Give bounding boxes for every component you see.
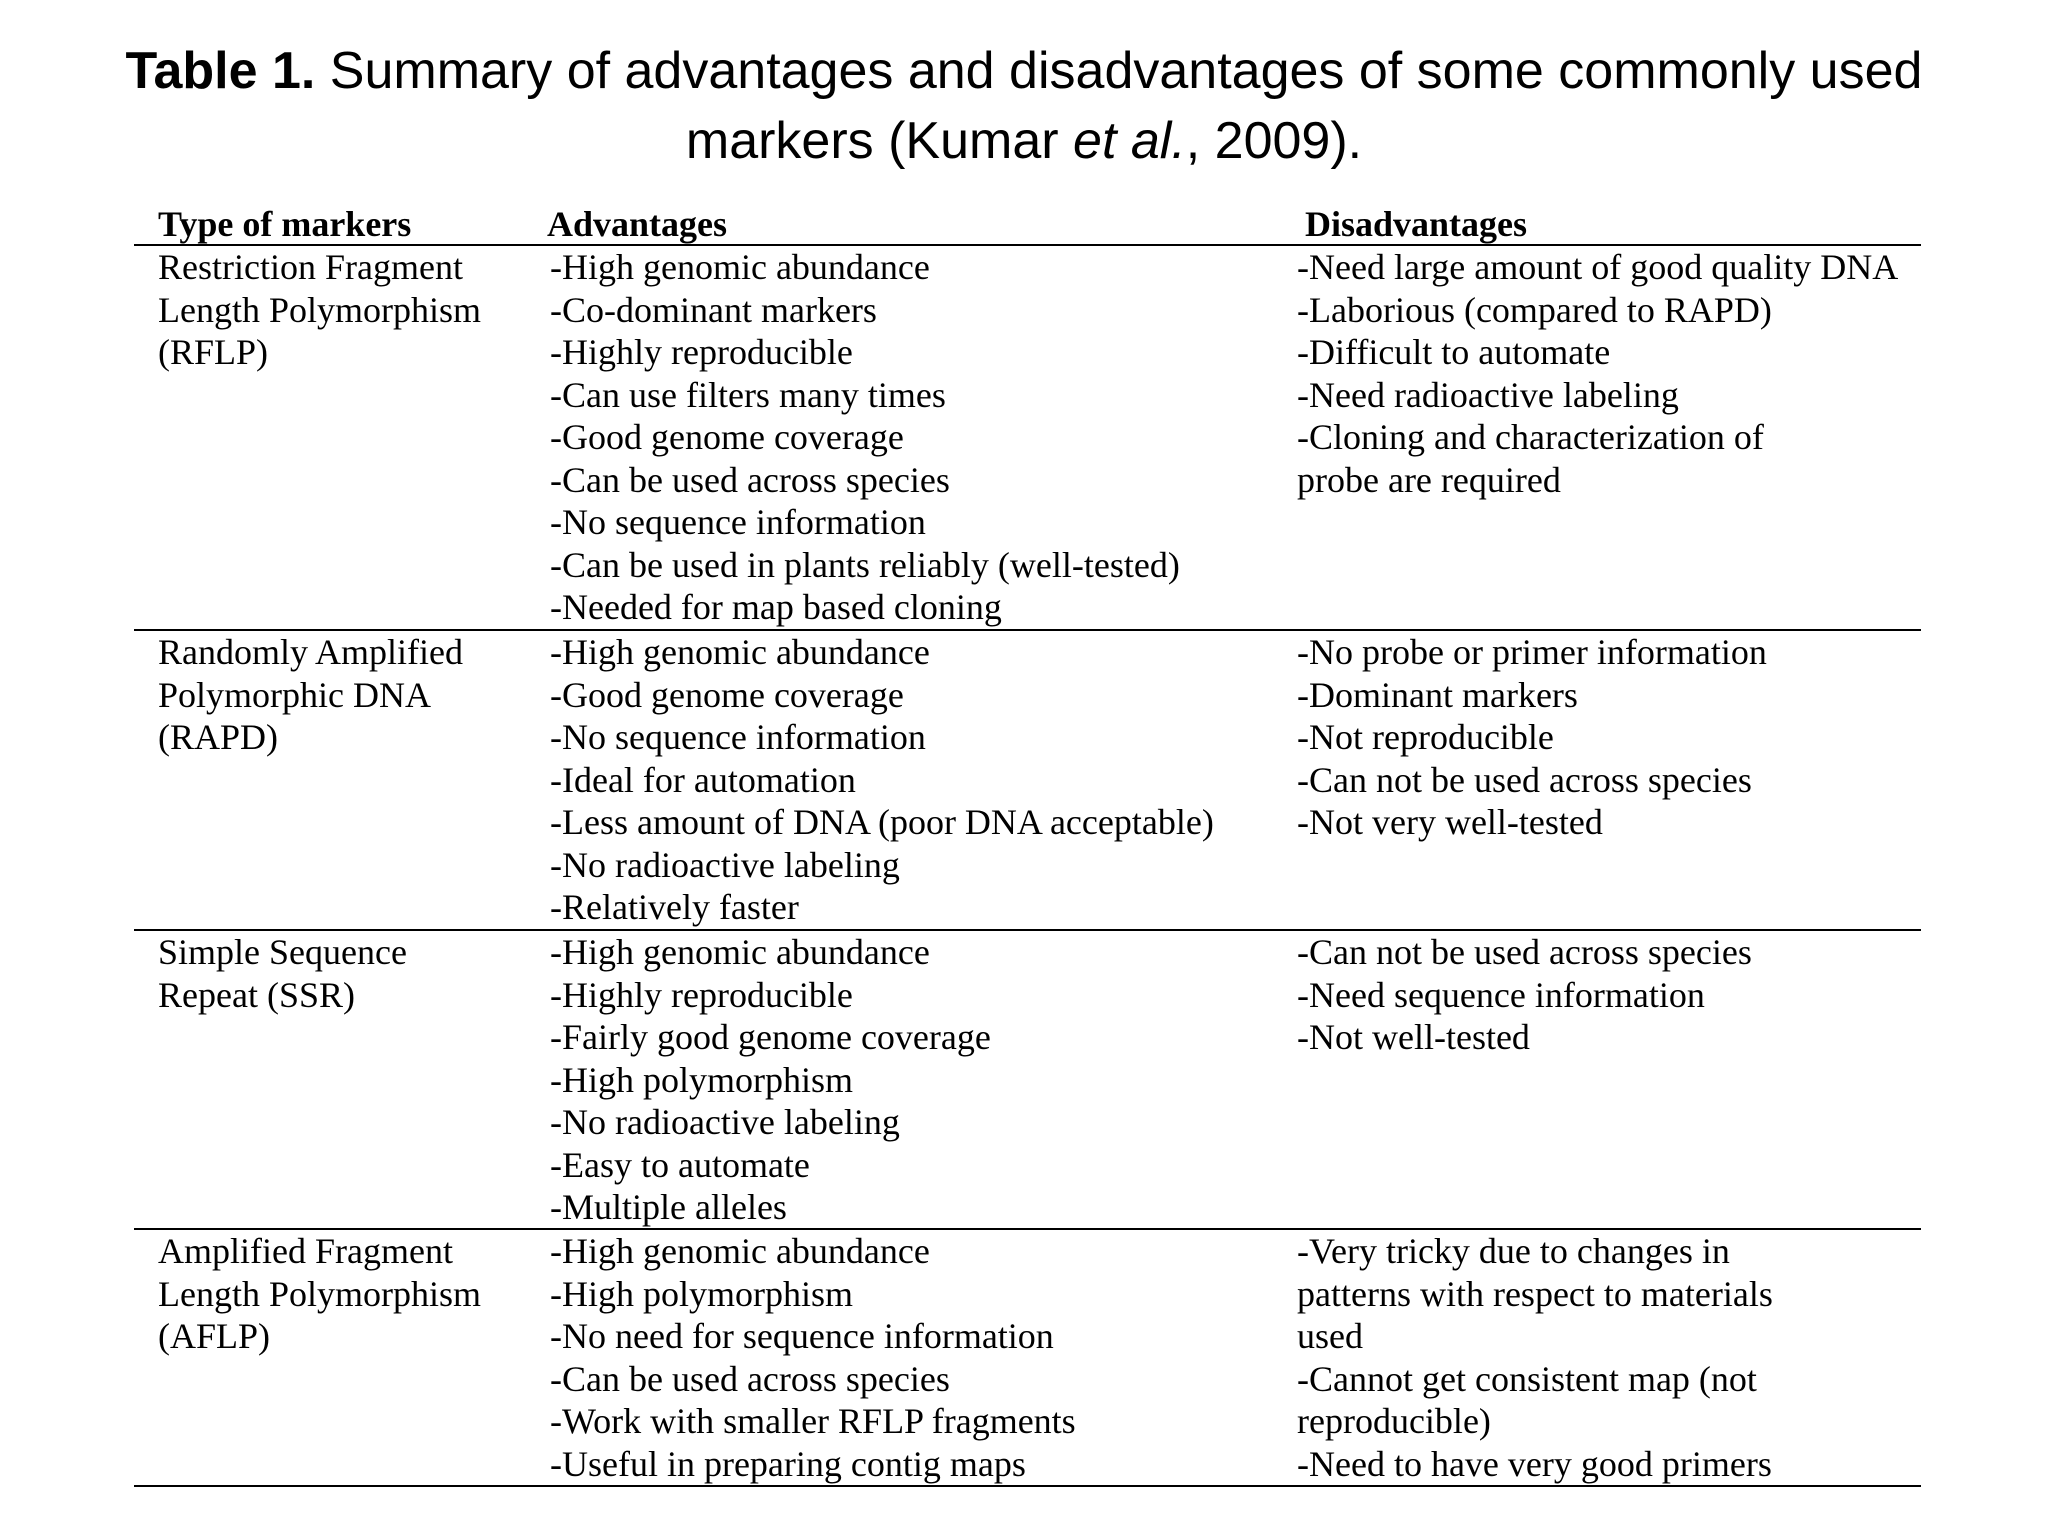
advantage-item: -Relatively faster: [550, 887, 799, 927]
disadvantage-item: probe are required: [1297, 459, 1561, 500]
disadvantage-item: -Not very well-tested: [1297, 802, 1603, 842]
marker-name-line: (RAPD): [158, 717, 279, 757]
marker-name-line: Length Polymorphism: [158, 289, 481, 330]
advantage-item: -High genomic abundance: [550, 932, 930, 972]
advantage-item: -Useful in preparing contig maps: [550, 1443, 1026, 1484]
disadvantage-item: -Not well-tested: [1297, 1017, 1530, 1057]
advantage-item: -Good genome coverage: [550, 417, 904, 457]
marker-name-line: Polymorphic DNA: [158, 674, 431, 715]
marker-name-line: Randomly Amplified: [158, 632, 463, 672]
disadvantage-item: -Difficult to automate: [1297, 332, 1611, 372]
advantage-item: -Easy to automate: [550, 1144, 810, 1185]
advantage-item: -Highly reproducible: [550, 974, 853, 1015]
disadvantages-cell: [1273, 631, 1921, 929]
disadvantage-item: -Need large amount of good quality DNA: [1297, 247, 1899, 287]
advantage-item: -Co-dominant markers: [550, 289, 877, 330]
advantage-item: -Work with smaller RFLP fragments: [550, 1401, 1076, 1441]
marker-name-line: Repeat (SSR): [158, 974, 355, 1015]
advantage-item: -High genomic abundance: [550, 632, 930, 672]
disadvantage-item: -Very tricky due to changes in: [1297, 1231, 1730, 1271]
marker-type-cell: [134, 631, 526, 929]
table-row: [134, 931, 1921, 1230]
disadvantage-item: -Not reproducible: [1297, 717, 1554, 757]
advantage-item: -Can use filters many times: [550, 374, 946, 415]
advantage-item: -Can be used in plants reliably (well-tested): [550, 544, 1180, 585]
advantage-item: -High polymorphism: [550, 1273, 853, 1314]
advantage-item: -Good genome coverage: [550, 674, 904, 715]
advantage-item: -No sequence information: [550, 502, 926, 542]
marker-type-cell: [134, 1230, 526, 1485]
advantage-item: -High polymorphism: [550, 1059, 853, 1100]
disadvantage-item: -Laborious (compared to RAPD): [1297, 289, 1772, 330]
marker-name-line: Restriction Fragment: [158, 247, 463, 287]
advantage-item: -Can be used across species: [550, 1358, 950, 1399]
table-row: [134, 246, 1921, 631]
disadvantage-item: used: [1297, 1316, 1363, 1356]
markers-table: [134, 204, 1921, 1487]
disadvantage-item: -Need sequence information: [1297, 974, 1705, 1015]
marker-type-cell: [134, 246, 526, 629]
advantage-item: -No need for sequence information: [550, 1316, 1054, 1356]
marker-type-cell: [134, 931, 526, 1228]
marker-name-line: (AFLP): [158, 1316, 271, 1356]
disadvantage-item: -Can not be used across species: [1297, 759, 1752, 800]
marker-name-line: (RFLP): [158, 332, 269, 372]
disadvantage-item: -No probe or primer information: [1297, 632, 1767, 672]
disadvantage-item: -Cloning and characterization of: [1297, 417, 1764, 457]
advantage-item: -High genomic abundance: [550, 247, 930, 287]
advantage-item: -Highly reproducible: [550, 332, 853, 372]
caption-italic: et al.: [1073, 112, 1186, 170]
advantage-item: -No radioactive labeling: [550, 844, 900, 885]
table-body: [134, 246, 1921, 1487]
advantage-item: -Less amount of DNA (poor DNA acceptable): [550, 802, 1214, 842]
advantages-cell: [526, 246, 1273, 629]
disadvantage-item: -Need to have very good primers: [1297, 1443, 1772, 1484]
table-row: [134, 1230, 1921, 1487]
disadvantages-cell: [1273, 1230, 1921, 1485]
caption-text-end: , 2009).: [1185, 112, 1363, 170]
advantage-item: -High genomic abundance: [550, 1231, 930, 1271]
disadvantage-item: -Dominant markers: [1297, 674, 1578, 715]
advantage-item: -Ideal for automation: [550, 759, 856, 800]
advantage-item: -No radioactive labeling: [550, 1102, 900, 1142]
caption-label: Table 1.: [125, 42, 316, 100]
advantage-item: -No sequence information: [550, 717, 926, 757]
table-row: [134, 631, 1921, 931]
disadvantage-item: -Need radioactive labeling: [1297, 374, 1679, 415]
advantage-item: -Needed for map based cloning: [550, 587, 1002, 627]
disadvantage-item: -Can not be used across species: [1297, 932, 1752, 972]
disadvantage-item: reproducible): [1297, 1401, 1491, 1441]
table-caption: [90, 36, 1958, 176]
marker-name-line: Amplified Fragment: [158, 1231, 453, 1271]
disadvantages-cell: [1273, 246, 1921, 629]
advantages-cell: [526, 1230, 1273, 1485]
header-disadvantages: Disadvantages: [1305, 204, 1528, 244]
header-advantages: Advantages: [547, 204, 728, 244]
advantage-item: -Multiple alleles: [550, 1187, 787, 1227]
table-header-row: [134, 204, 1921, 246]
caption-text: Summary of advantages and disadvantages of some commonly used markers (Kumar: [315, 42, 1923, 170]
marker-name-line: Length Polymorphism: [158, 1273, 481, 1314]
advantage-item: -Fairly good genome coverage: [550, 1017, 991, 1057]
advantages-cell: [526, 931, 1273, 1228]
advantages-cell: [526, 631, 1273, 929]
disadvantage-item: -Cannot get consistent map (not: [1297, 1358, 1757, 1399]
marker-name-line: Simple Sequence: [158, 932, 407, 972]
advantage-item: -Can be used across species: [550, 459, 950, 500]
header-type-of-markers: Type of markers: [158, 204, 412, 244]
disadvantage-item: patterns with respect to materials: [1297, 1273, 1773, 1314]
disadvantages-cell: [1273, 931, 1921, 1228]
